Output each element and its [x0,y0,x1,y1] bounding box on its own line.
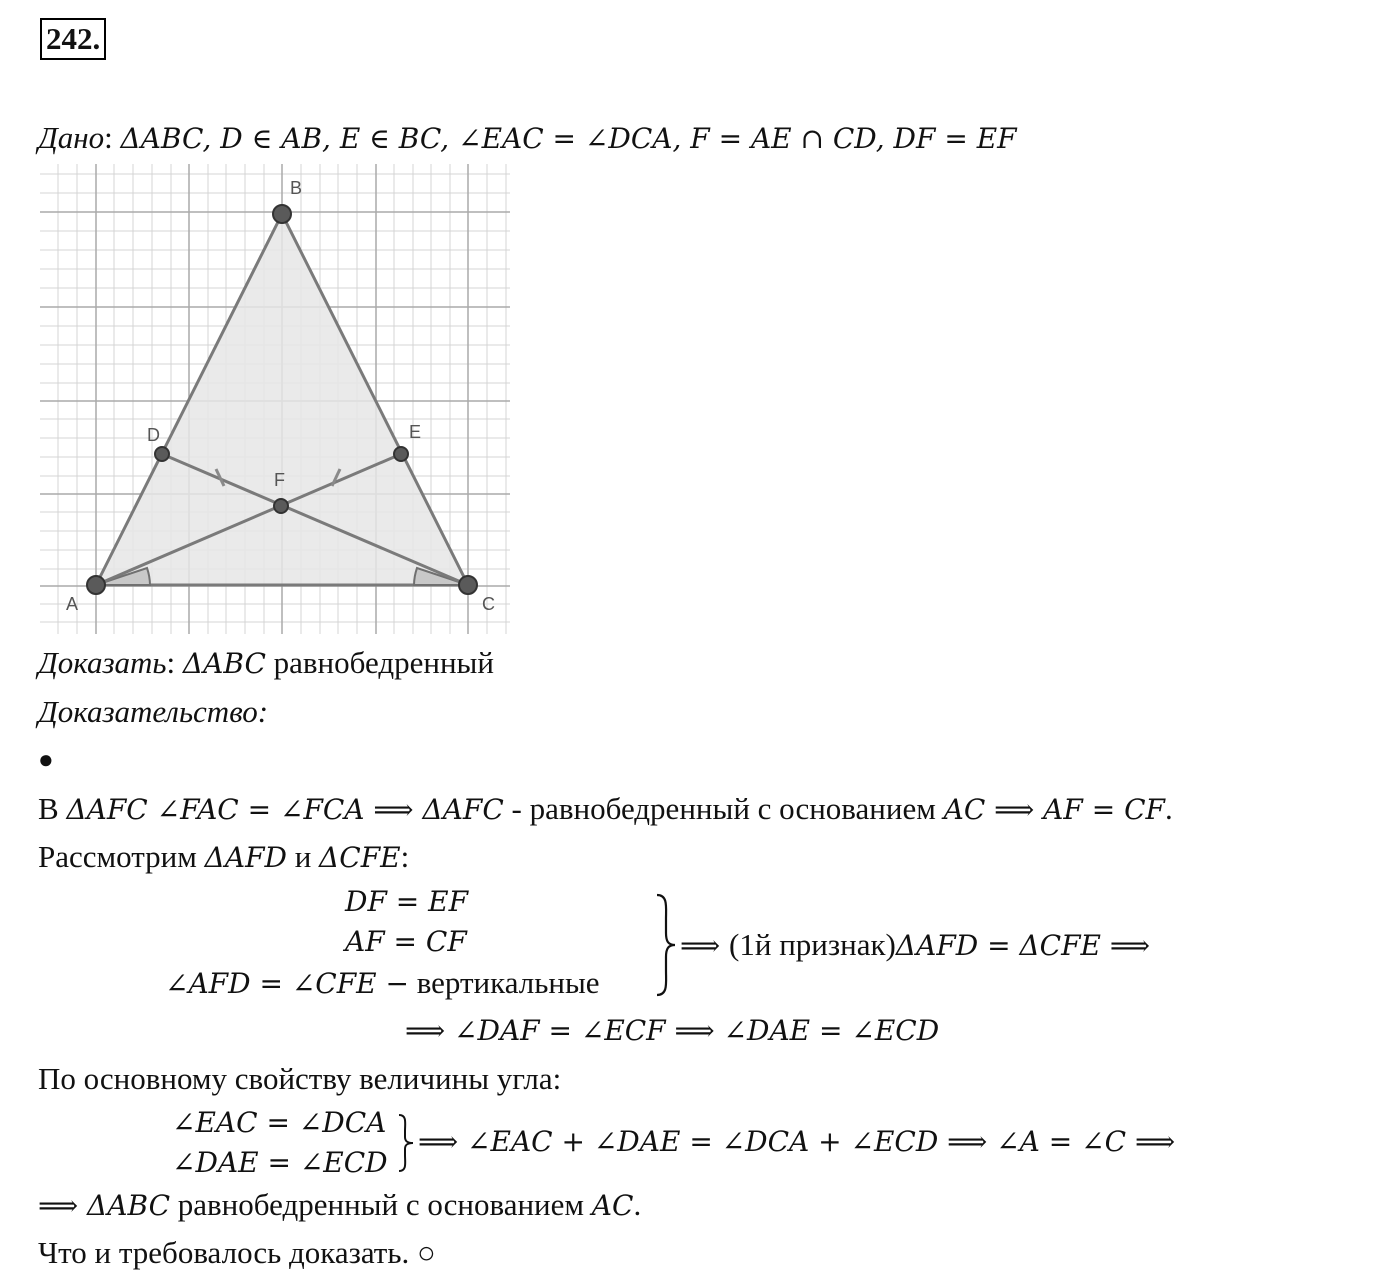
point-d [155,447,169,461]
l2-text-a: Рассмотрим [38,839,205,874]
l2-text-b: и [286,839,320,874]
sys1-row-3-math: ∠AFD = ∠CFE − [165,967,409,1000]
proof-line-4: По основному свойству величины угла: [38,1061,562,1096]
proof-line-5 [38,1185,641,1226]
sys2-row-2: ∠DAE = ∠ECD [172,1146,388,1179]
label-b: B [290,178,303,198]
sys1-row-3-text: вертикальные [408,965,600,1000]
prove-math: ΔABC [182,647,266,680]
l1-math-2: AC ⟹ AF = CF [943,793,1165,826]
l2-text-c: : [400,839,410,874]
label-a: A [66,594,79,614]
point-c [459,576,477,594]
bullet: ● [38,745,54,774]
point-e [394,447,408,461]
sys1-row-2: AF = CF [345,925,467,958]
given-label: Дано [38,120,105,155]
given-text: ΔABC, D ∈ AB, E ∈ BC, ∠EAC = ∠DCA, F = AE ∩ CD, DF = EF [120,122,1017,155]
proof-label: Доказательство: [38,694,269,729]
proof-line-2 [38,837,409,878]
proof-line-6: Что и требовалось доказать. ○ [38,1235,436,1270]
l1-math-1: ΔAFC ∠FAC = ∠FCA ⟹ ΔAFC [66,793,504,826]
l5-text-c: . [633,1187,642,1222]
point-a [87,576,105,594]
l2-math-2: ΔCFE [319,841,401,874]
point-f [274,499,288,513]
prove-label: Доказать [38,645,167,680]
right-brace-1 [654,893,678,997]
l1-text-c: . [1164,791,1173,826]
sys2-row-1: ∠EAC = ∠DCA [172,1106,387,1139]
l1-text-a: В [38,791,67,826]
problem-number: 242. [40,18,106,60]
label-d: D [147,425,160,445]
sys1-result-math: ΔAFD = ΔCFE ⟹ [895,929,1151,962]
sys2-result: ⟹ ∠EAC + ∠DAE = ∠DCA + ∠ECD ⟹ ∠A = ∠C ⟹ [418,1125,1176,1158]
given-colon: : [104,120,121,155]
given-line [38,118,1017,159]
l2-math-1: ΔAFD [204,841,287,874]
proof-line-3: ⟹ ∠DAF = ∠ECF ⟹ ∠DAE = ∠ECD [405,1014,940,1047]
l5-math-1: ⟹ ΔABC [38,1189,171,1222]
sys1-row-3 [165,963,600,1004]
l5-math-2: AC [591,1189,634,1222]
right-brace-2 [396,1113,416,1173]
prove-gap [266,645,274,680]
triangle-figure [40,164,510,634]
proof-line-1 [38,789,1173,830]
sys1-result-arrow: ⟹ [680,929,730,962]
sys1-result [680,925,1150,966]
l1-text-b: - равнобедренный с основанием [503,791,944,826]
sys1-row-1: DF = EF [345,885,469,918]
label-f: F [274,470,285,490]
label-c: C [482,594,495,614]
prove-colon: : [166,645,183,680]
prove-line [38,643,494,684]
point-b [273,205,291,223]
sys1-result-text: (1й признак) [729,927,896,962]
label-e: E [409,422,422,442]
l5-text: равнобедренный с основанием [170,1187,592,1222]
prove-text: равнобедренный [273,645,494,680]
